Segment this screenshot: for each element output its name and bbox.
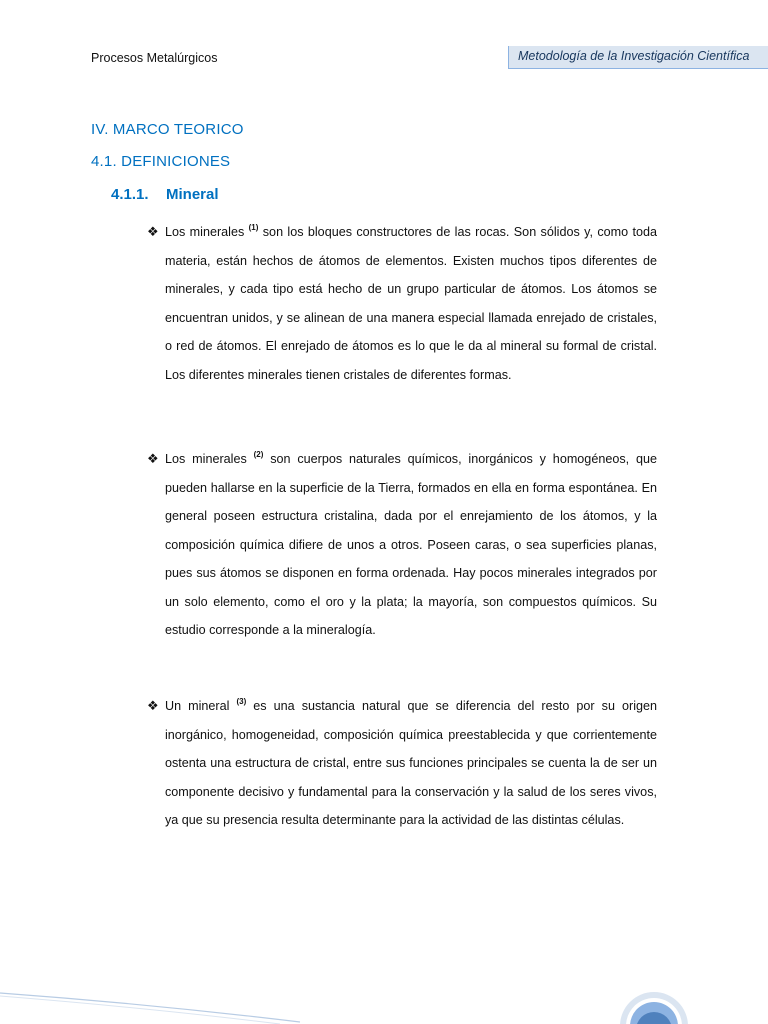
running-header-right: Metodología de la Investigación Científica [518,49,750,63]
definition-paragraph-2 [165,445,657,645]
paragraph-text: son cuerpos naturales químicos, inorgánicos y homogéneos, que pueden hallarse en la superficie de la Tierra, formados en ella en forma espontánea. En general poseen estructura cristalina, dada por el enrejamiento de los átomos, y la composición química difiere de unos a otros. Poseen caras, o sea superficies planas, pues sus átomos se disponen en forma ordenada. Hay pocos minerales integrados por un solo elemento, como el oro y la plata; la mayoría, son compuestos químicos. Su estudio corresponde a la mineralogía. [165,452,657,637]
section-heading: IV. MARCO TEORICO [91,121,244,138]
footer-decoration [0,960,768,1024]
diamond-bullet-icon: ❖ [147,698,159,713]
footer-swoosh-line [0,993,300,1022]
subsubsection-heading [111,186,219,203]
footnote-ref: (3) [236,697,247,706]
footnote-ref: (2) [253,450,264,459]
subsection-heading: 4.1. DEFINICIONES [91,153,231,170]
definition-paragraph-1 [165,218,657,389]
paragraph-lead: Los minerales [165,452,254,466]
footnote-ref: (1) [248,223,259,232]
diamond-bullet-icon: ❖ [147,451,159,466]
definition-paragraph-3 [165,692,657,835]
paragraph-text: son los bloques constructores de las rocas. Son sólidos y, como toda materia, están hechos de átomos de elementos. Existen muchos tipos diferentes de minerales, y cada tipo está hecho de un grupo particular de átomos. Los átomos se encuentran unidos, y se alinean de una manera especial llamada enrejado de cristales, o red de átomos. El enrejado de átomos es lo que le da al mineral su formal de cristal. Los diferentes minerales tienen cristales de diferentes formas. [165,225,657,382]
paragraph-lead: Un mineral [165,699,237,713]
footer-swoosh-line [0,996,280,1024]
subsubsection-title: Mineral [166,186,219,203]
diamond-bullet-icon: ❖ [147,224,159,239]
paragraph-lead: Los minerales [165,225,249,239]
running-header-right-box [508,46,768,69]
paragraph-text: es una sustancia natural que se diferencia del resto por su origen inorgánico, homogeneidad, composición química preestablecida y que corrientemente ostenta una estructura de cristal, entre sus funciones principales se cuenta la de ser un componente decisivo y fundamental para la conservación y la salud de los seres vivos, ya que su presencia resulta determinante para la actividad de las distintas células. [165,699,658,827]
running-header-left: Procesos Metalúrgicos [91,51,218,65]
subsubsection-number: 4.1.1. [111,186,149,203]
